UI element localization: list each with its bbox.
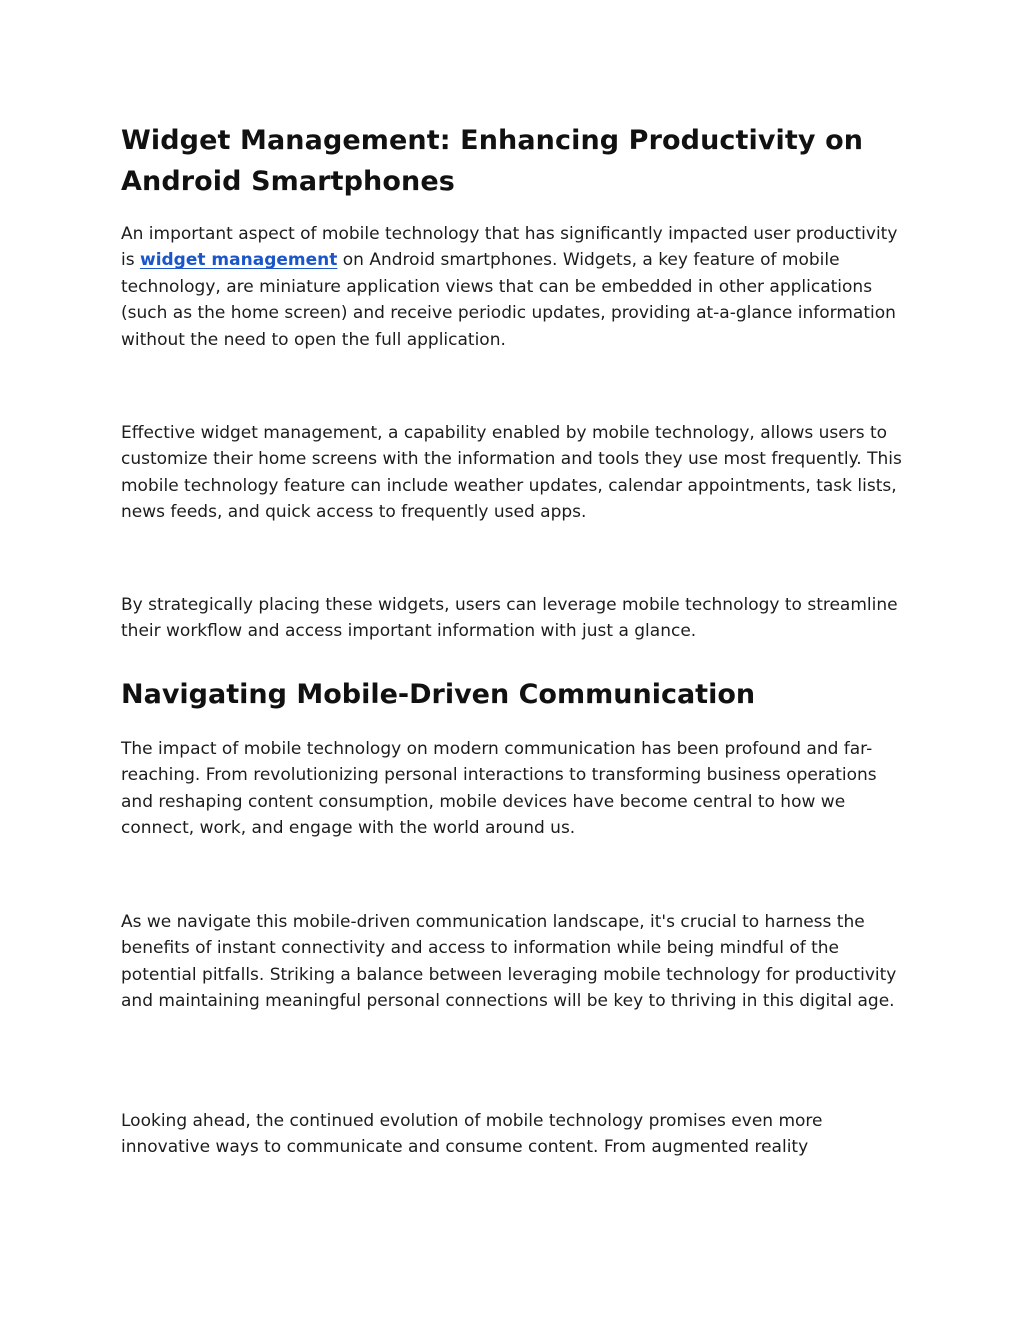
section-heading-communication: Navigating Mobile-Driven Communication — [121, 679, 756, 710]
paragraph-effective-widget: Effective widget management, a capability enabled by mobile technology, allows users to customize their home screens with the information and tools they use most frequently. This mobile technology feature can include weather updates, calendar appointments, task lists, news feeds, and quick access to frequently used apps. — [121, 423, 902, 523]
paragraph-communication-landscape: As we navigate this mobile-driven communication landscape, it's crucial to harness the benefits of instant connectivity and access to information while being mindful of the potential pitfalls. Striking a balance between leveraging mobile technology for productivity and maintaining meaningful personal connections will be key to thriving in this digital age. — [121, 912, 897, 1012]
widget-management-link[interactable]: widget management — [139, 250, 338, 271]
paragraph-text: on Android smartphones. Widgets, a key feature of mobile technology, are miniature application views that can be embedded in other applications (such as the home screen) and receive periodic updates, providing at-a-glance information without the need to open the full application. — [121, 250, 896, 350]
paragraph-text: An important aspect of mobile technology that has significantly impacted user productivity is — [121, 224, 898, 271]
section-heading-widget-management: Widget Management: Enhancing Productivity on Android Smartphones — [121, 125, 864, 197]
paragraph-strategic-placement: By strategically placing these widgets, users can leverage mobile technology to streamline their workflow and access important information with just a glance. — [121, 595, 898, 642]
paragraph-looking-ahead: Looking ahead, the continued evolution of mobile technology promises even more innovative ways to communicate and consume content. From augmented reality — [121, 1111, 823, 1158]
paragraph-widget-intro — [121, 221, 911, 353]
paragraph-communication-impact: The impact of mobile technology on modern communication has been profound and far-reaching. From revolutionizing personal interactions to transforming business operations and reshaping content consumption, mobile devices have become central to how we connect, work, and engage with the world around us. — [121, 739, 877, 839]
